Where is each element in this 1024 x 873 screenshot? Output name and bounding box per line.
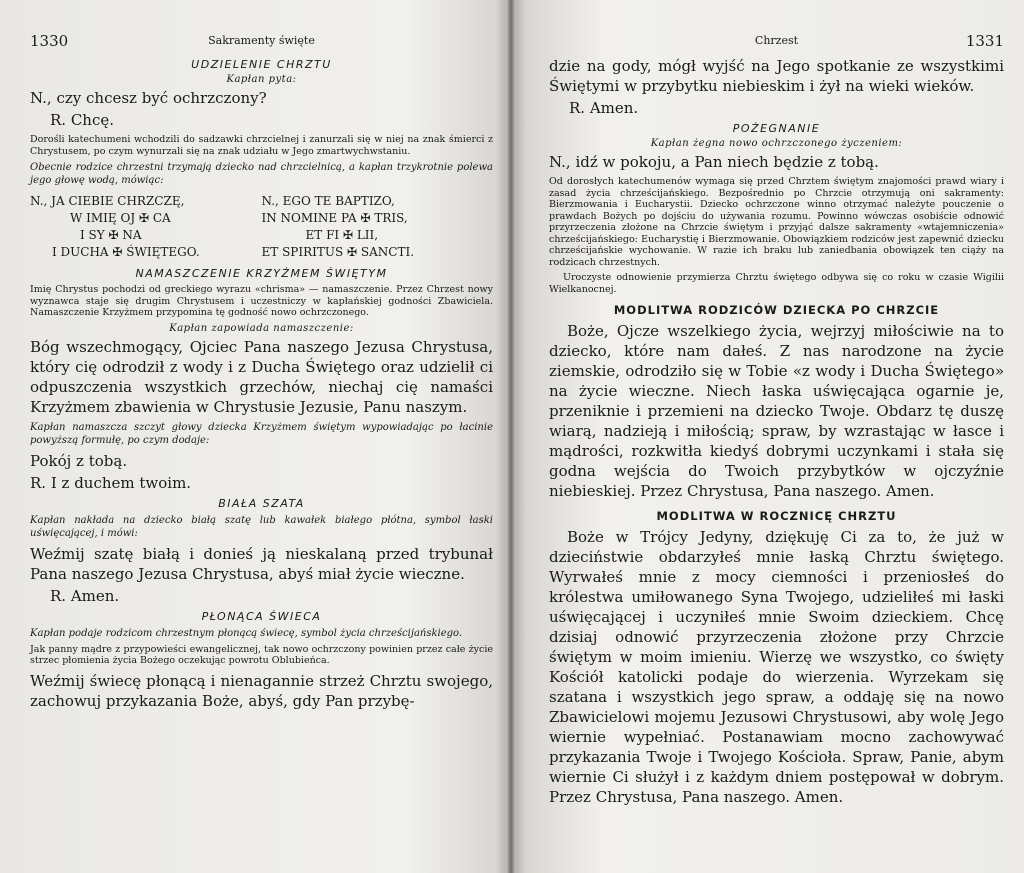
- left-page: [0, 0, 511, 873]
- page-number-left: 1330: [30, 32, 69, 50]
- response-duchem: R. I z duchem twoim.: [30, 473, 192, 492]
- formula-la-4: ET SPIRITUS ✠ SANCTI.: [261, 245, 415, 259]
- formula-pl-2: W IMIĘ OJ ✠ CA: [70, 211, 171, 225]
- formula-la-2: IN NOMINE PA ✠ TRIS,: [261, 211, 408, 225]
- left-running-head: [30, 32, 493, 54]
- formula-pl-3: I SY ✠ NA: [80, 228, 142, 242]
- response-amen-1: R. Amen.: [50, 586, 120, 605]
- rubric-zegna: Kapłan żegna nowo ochrzczonego życzeniem:: [650, 138, 903, 149]
- heading-plonaca-swieca: PŁONĄCA ŚWIECA: [201, 609, 322, 623]
- baptism-formula: [30, 193, 493, 261]
- text-modlitwa-rodzicow: Boże, Ojcze wszelkiego życia, wejrzyj miłościwie na to dziecko, które nam dałeś. Z nas narodzone na życie ziemskie, odrodziło się w Tobie «z wody i Ducha Świętego» na życie wieczne. Niech łaska uświęcająca ogarnie je, przeniknie i przemieni na dziecko Twoje. Obdarz tę duszę wiarą, nadzieją i miłością; spraw, by wzrastając w łasce i mądrości, rozkwitła kiedyś dobrymi uczynkami i stała się godna wejścia do Twoich przybytków w ojczyźnie niebieskiej. Przez Chrystusa, Pana naszego. Amen.: [549, 322, 1004, 500]
- text-wezmij-szate: Weźmij szatę białą i donieś ją nieskalaną przed trybunał Pana naszego Jezusa Chrystusa, abyś miał życie wieczne.: [30, 544, 493, 583]
- text-bog-wszechmogacy: Bóg wszechmogący, Ojciec Pana naszego Jezusa Chrystusa, który cię odrodził z wody i z Ducha Świętego oraz udzielił ci odpuszczenia wszystkich grzechów, niechaj cię namaści Krzyżmem zbawienia w Chrystusie Jezusie, Panu naszym.: [30, 337, 493, 416]
- formula-la-3: ET FI ✠ LII,: [305, 228, 379, 242]
- text-modlitwa-rocznica: Boże w Trójcy Jedyny, dziękuję Ci za to, że już w dzieciństwie obdarzyłeś mnie łaską Chrztu świętego. Wyrwałeś mnie z mocy ciemności i przeniosłeś do królestwa umiłowanego Syna Twojego, udzieliłeś mi łaski uświęcającej i uczyniłeś mnie Swoim dzieckiem. Chcę dzisiaj odnowić przyrzeczenia złożone przy Chrzcie świętym w moim imieniu. Wierzę we wszystko, co święty Kościół katolicki podaje do wierzenia. Wyrzekam się szatana i wszystkich jego spraw, a oddaję się na nowo Zbawicielowi mojemu Jezusowi Chrystusowi, aby wolę Jego wiernie wypełniać. Postanawiam mocno zachowywać przykazania Twoje i Twojego Kościoła. Spraw, Panie, abym wiernie Ci służył i z każdym dniem postępował w dobrym. Przez Chrystusa, Pana naszego. Amen.: [549, 528, 1004, 806]
- heading-modlitwa-rodzicow: MODLITWA RODZICÓW DZIECKA PO CHRZCIE: [613, 303, 940, 317]
- right-page: [511, 0, 1024, 873]
- heading-biala-szata: BIAŁA SZATA: [218, 496, 305, 510]
- formula-la-1: N., EGO TE BAPTIZO,: [261, 194, 395, 208]
- running-title-right: Chrzest: [754, 34, 799, 47]
- right-running-head: [549, 32, 1004, 54]
- rubric-obecnie: Obecnie rodzice chrzestni trzymają dziecko nad chrzcielnicą, a kapłan trzykrotnie polewa jego głowę wodą, mówiąc:: [30, 162, 493, 186]
- formula-pl-1: N., JA CIEBIE CHRZCZĘ,: [30, 194, 185, 208]
- note-panny-madre: Jak panny mądre z przypowieści ewangelicznej, tak nowo ochrzczony powinien przez całe życie strzec płomienia życia Bożego oczekując powrotu Oblubieńca.: [30, 643, 493, 666]
- response-amen-2: R. Amen.: [569, 99, 639, 117]
- heading-udzielenie-chrztu: UDZIELENIE CHRZTU: [191, 58, 332, 71]
- running-title-left: Sakramenty święte: [208, 34, 315, 47]
- heading-pozegnanie: POŻEGNANIE: [732, 122, 821, 135]
- rubric-kaplan-pyta: Kapłan pyta:: [226, 74, 297, 85]
- rubric-swieca: Kapłan podaje rodzicom chrzestnym płonącą świecę, symbol życia chrześcijańskiego.: [30, 627, 463, 639]
- text-wezmij-swiece: Weźmij świecę płonącą i nienagannie strzeż Chrztu swojego, zachowuj przykazania Boże, abyś, gdy Pan przybę-: [30, 671, 493, 710]
- note-odnowienie: Uroczyste odnowienie przymierza Chrztu świętego odbywa się co roku w czasie Wigilii Wielkanocnej.: [549, 272, 1004, 295]
- rubric-namaszcza: Kapłan namaszcza szczyt głowy dziecka Krzyżmem świętym wypowiadając po łacinie powyższą formułę, po czym dodaje:: [30, 421, 493, 446]
- note-dorosli: Od dorosłych katechumenów wymaga się przed Chrztem świętym znajomości prawd wiary i zasad życia chrześcijańskiego. Bezpośrednio po Chrzcie otrzymują oni sakramenty: Bierzmowania i Eucharystii. Dziecko ochrzczone winno otrzymać należyte pouczenie o prawdach Bożych po dojściu do używania rozumu. Powinno wówczas osobiście odnowić przyrzeczenia złożone na Chrzcie świętym i przyjąć dalsze sakramenty «wtajemniczenia» chrześcijańskiego: Eucharystię i Bierzmowanie. Obowiązkiem rodziców jest zapewnić dziecku chrześcijańskie wychowanie. W razie ich braku lub zaniedbania obowiązek ten ciąży na rodzicach chrzestnych.: [549, 176, 1004, 268]
- response-chce: R. Chcę.: [50, 111, 115, 129]
- text-idz-w-pokoju: N., idź w pokoju, a Pan niech będzie z tobą.: [549, 153, 879, 171]
- rubric-szata: Kapłan nakłada na dziecko białą szatę lub kawałek białego płótna, symbol łaski uświęcającej, i mówi:: [30, 514, 493, 539]
- text-pokoj: Pokój z tobą.: [30, 451, 128, 470]
- heading-namaszczenie: NAMASZCZENIE KRZYŻMEM ŚWIĘTYM: [135, 267, 388, 280]
- note-katechumeni: Dorośli katechumeni wchodzili do sadzawki chrzcielnej i zanurzali się w niej na znak śmierci z Chrystusem, po czym wynurzali się na znak udziału w Jego zmartwychwstaniu.: [30, 134, 493, 157]
- book-gutter: [506, 0, 516, 873]
- text-continuation: dzie na gody, mógł wyjść na Jego spotkanie ze wszystkimi Świętymi w przybytku niebieskim i żył na wieki wieków.: [549, 57, 1004, 95]
- note-chrisma: Imię Chrystus pochodzi od greckiego wyrazu «chrisma» — namaszczenie. Przez Chrzest nowy wyznawca staje się drugim Chrystusem i uczestniczy w kapłańskiej godności Zbawiciela. Namaszczenie Krzyżmem przypomina tę godność nowo ochrzczonego.: [30, 284, 493, 318]
- rubric-zapowiada: Kapłan zapowiada namaszczenie:: [169, 322, 354, 334]
- formula-pl-4: I DUCHA ✠ ŚWIĘTEGO.: [52, 245, 200, 259]
- baptism-question: N., czy chcesz być ochrzczony?: [30, 89, 267, 107]
- page-number-right: 1331: [965, 32, 1004, 50]
- heading-modlitwa-rocznica: MODLITWA W ROCZNICĘ CHRZTU: [656, 509, 897, 523]
